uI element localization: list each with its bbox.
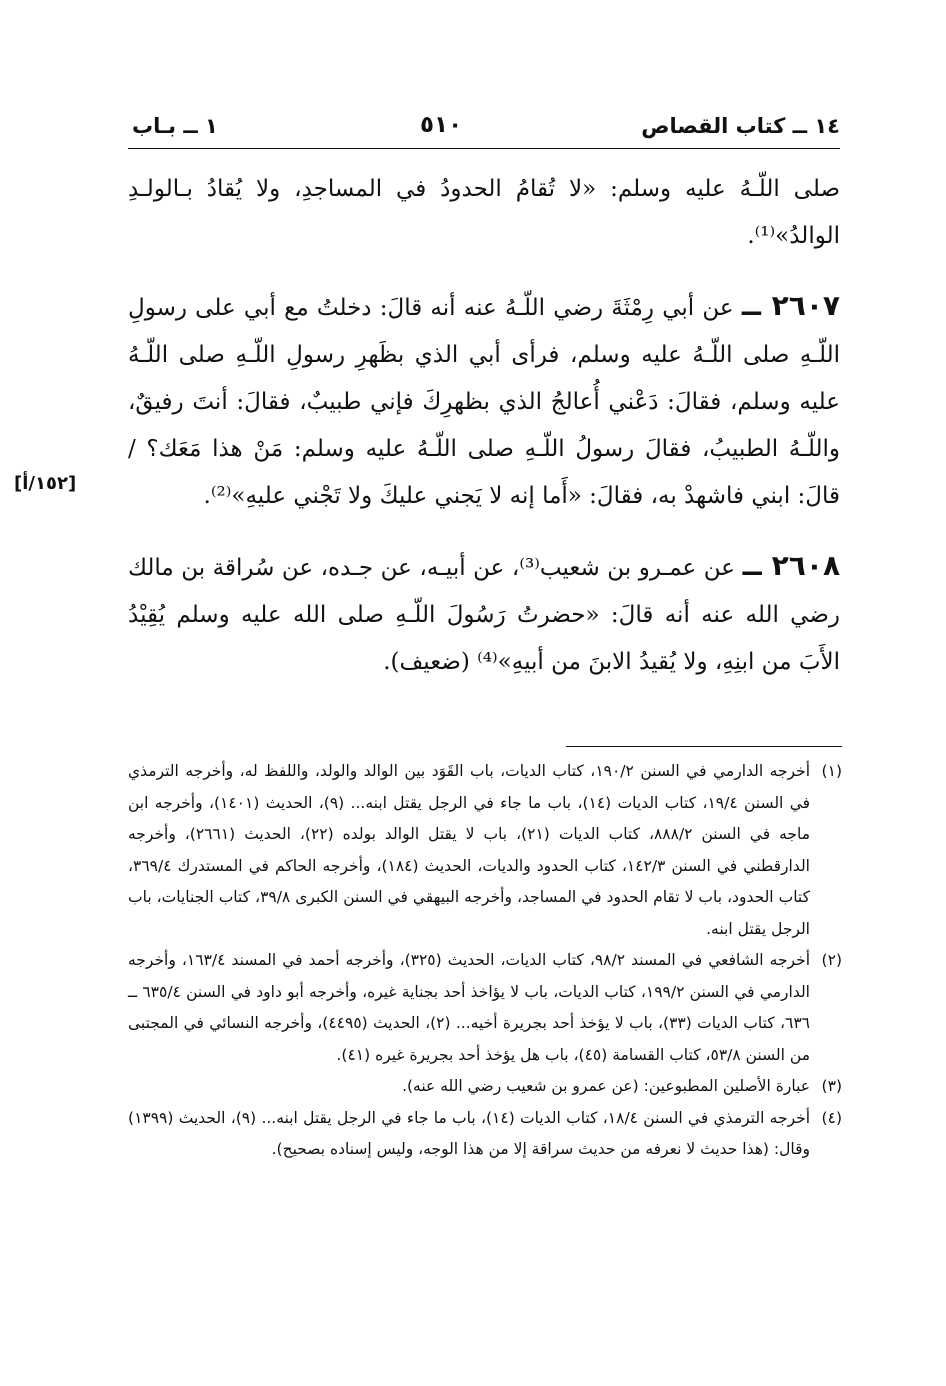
footnote-number: (٣) — [821, 1077, 842, 1095]
hadith-text: عن أبي رِمْثَةَ رضي اللّـهُ عنه أنه قالَ: دخلتُ مع أبي على رسولِ اللّـهِ صلى اللّـهُ عليه وسلم، فرأى أبي الذي بظَهرِ رسولِ اللّـهِ صلى اللّـهُ عليه وسلم، فقالَ: دَعْني أُعالجُ الذي بظهرِكَ فإني طبيبٌ، فقالَ: أنتَ رفيقٌ، واللّـهُ الطبيبُ، فقالَ رسولُ اللّـهِ صلى اللّـهُ عليه وسلم: مَنْ هذا مَعَك؟ / قالَ: ابني فاشهدْ به، فقالَ: «أَما إنه لا يَجني عليكَ ولا تَجْني عليهِ»⁽²⁾. — [128, 295, 840, 509]
hadith-number: ٢٦٠٧ ــ — [741, 289, 840, 322]
hadith-number: ٢٦٠٨ ــ — [742, 549, 841, 582]
footnote-3 — [128, 1071, 842, 1103]
footnote-number: (٢) — [821, 951, 842, 969]
footnote-text: عبارة الأصلين المطبوعين: (عن عمرو بن شعيب رضي الله عنه). — [402, 1077, 810, 1095]
hadith-2607 — [128, 282, 840, 520]
continuation-paragraph: صلى اللّـهُ عليه وسلم: «لا تُقامُ الحدودُ في المساجدِ، ولا يُقادُ بـالولـدِ الوالدُ»⁽¹⁾. — [128, 176, 840, 249]
hadith-text: عن عمـرو بن شعيب⁽³⁾، عن أبيـه، عن جـده، عن سُراقة بن مالك رضي الله عنه أنه قالَ: «حضرتُ رَسُولَ اللّـهِ صلى الله عليه وسلم يُقِيْدُ الأَبَ من ابنِهِ، ولا يُقيدُ الابنَ من أبيهِ»⁽⁴⁾ (ضعيف). — [128, 555, 840, 675]
page-number: ٥١٠ — [420, 112, 463, 138]
footnotes — [128, 756, 842, 1166]
hadith-2608 — [128, 542, 840, 686]
section-title: ١ ــ بـاب — [132, 114, 218, 138]
footnote-2 — [128, 945, 842, 1071]
footnote-separator — [566, 746, 842, 747]
footnote-1 — [128, 756, 842, 945]
folio-marker: [١٥٢/أ] — [14, 473, 77, 494]
footnote-number: (٤) — [821, 1108, 842, 1127]
footnote-text: أخرجه الشافعي في المسند ٩٨/٢، كتاب الديات، الحديث (٣٢٥)، وأخرجه أحمد في المسند ١٦٣/٤، وأخرجه الدارمي في السنن ١٩٩/٢، كتاب الديات، باب لا يؤاخذ أحد بجناية غيره، وأخرجه أبو داود في السنن ٦٣٥/٤ ــ ٦٣٦، كتاب الديات (٣٣)، باب لا يؤخذ أحد بجريرة أخيه... (٢)، الحديث (٤٤٩٥)، وأخرجه النسائي في المجتبى من السنن ٥٣/٨، كتاب القسامة (٤٥)، باب هل يؤخذ أحد بجريرة غيره (٤١). — [128, 951, 811, 1064]
running-header — [128, 108, 840, 149]
footnote-text: أخرجه الدارمي في السنن ١٩٠/٢، كتاب الديات، باب القَوَد بين الوالد والولد، واللفظ له، وأخرجه الترمذي في السنن ١٩/٤، كتاب الديات (١٤)، باب ما جاء في الرجل يقتل ابنه... (٩)، الحديث (١٤٠١)، وأخرجه ابن ماجه في السنن ٨٨٨/٢، كتاب الديات (٢١)، باب لا يقتل الوالد بولده (٢٢)، الحديث (٢٦٦١)، وأخرجه الدارقطني في السنن ١٤٢/٣، كتاب الحدود والديات، الحديث (١٨٤)، وأخرجه الحاكم في المستدرك ٣٦٩/٤، كتاب الحدود، باب لا تقام الحدود في المساجد، وأخرجه البيهقي في السنن الكبرى ٣٩/٨، كتاب الجنايات، باب الرجل يقتل ابنه. — [128, 762, 811, 938]
main-text — [14, 166, 841, 686]
footnote-text: أخرجه الترمذي في السنن ١٨/٤، كتاب الديات (١٤)، باب ما جاء في الرجل يقتل ابنه... (٩)، الحديث (١٣٩٩) وقال: (هذا حديث لا نعرفه من حديث سراقة إلا من هذا الوجه، وليس إسناده بصحيح). — [128, 1108, 811, 1158]
footnote-4 — [128, 1103, 842, 1166]
footnote-number: (١) — [821, 762, 842, 780]
chapter-title: ١٤ ــ كتاب القصاص — [641, 114, 840, 138]
